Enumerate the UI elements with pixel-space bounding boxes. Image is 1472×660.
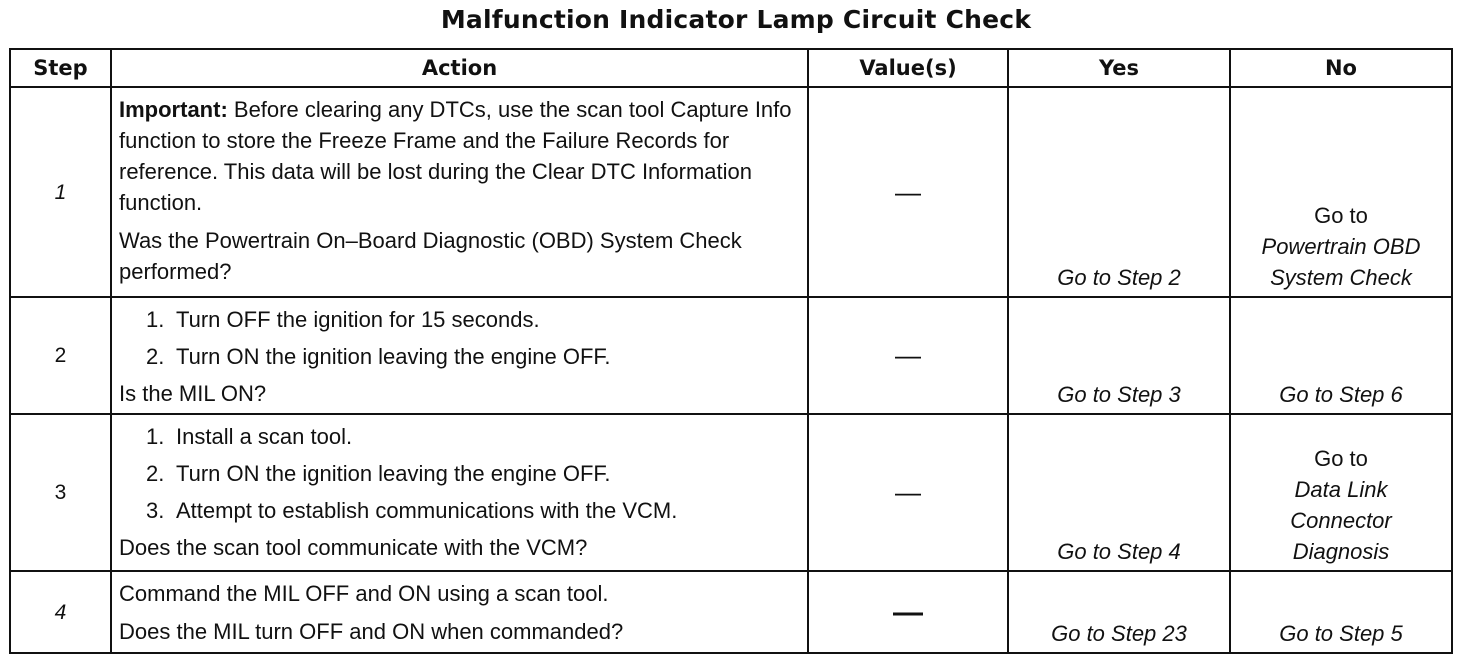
page-title: Malfunction Indicator Lamp Circuit Check	[440, 5, 1032, 34]
list-item	[119, 421, 799, 452]
list-text: Attempt to establish communications with the VCM.	[176, 498, 678, 523]
action-question: Was the Powertrain On–Board Diagnostic (OBD) System Check performed?	[119, 228, 742, 284]
step-number: 1	[10, 87, 111, 297]
list-item	[119, 304, 799, 335]
important-text: Before clearing any DTCs, use the scan tool Capture Info function to store the Freeze Frame and the Failure Records for reference. This data will be lost during the Clear DTC Information function.	[119, 97, 792, 215]
value-cell: —	[808, 297, 1008, 414]
important-label: Important:	[119, 97, 228, 122]
yes-cell: Go to Step 3	[1008, 297, 1230, 414]
header-yes: Yes	[1008, 49, 1230, 87]
no-link[interactable]: Data Link Connector Diagnosis	[1290, 477, 1392, 564]
header-step: Step	[10, 49, 111, 87]
no-link[interactable]: Powertrain OBD System Check	[1261, 234, 1421, 290]
step-list	[119, 421, 799, 526]
action-cell	[111, 571, 808, 653]
table-row	[10, 297, 1452, 414]
list-text: Install a scan tool.	[176, 424, 353, 449]
no-cell	[1230, 87, 1452, 297]
no-prefix: Go to	[1314, 446, 1368, 471]
action-cell	[111, 297, 808, 414]
header-values: Value(s)	[808, 49, 1008, 87]
value-cell: —	[808, 414, 1008, 571]
list-number: 1.	[146, 307, 165, 332]
header-action: Action	[111, 49, 808, 87]
action-cell	[111, 87, 808, 297]
list-item	[119, 341, 799, 372]
action-cell	[111, 414, 808, 571]
table-row	[10, 414, 1452, 571]
yes-cell: Go to Step 2	[1008, 87, 1230, 297]
list-item	[119, 495, 799, 526]
table-row	[10, 87, 1452, 297]
yes-cell: Go to Step 23	[1008, 571, 1230, 653]
no-cell	[1230, 414, 1452, 571]
list-number: 2.	[146, 461, 165, 486]
step-list	[119, 304, 799, 372]
action-instruction: Command the MIL OFF and ON using a scan tool.	[119, 581, 609, 606]
action-question: Is the MIL ON?	[119, 381, 267, 406]
value-cell: —	[808, 87, 1008, 297]
no-prefix: Go to	[1314, 203, 1368, 228]
diagnostic-table	[9, 48, 1453, 654]
list-number: 2.	[146, 344, 165, 369]
action-question: Does the scan tool communicate with the VCM?	[119, 535, 588, 560]
value-cell: —	[808, 571, 1008, 653]
list-text: Turn ON the ignition leaving the engine OFF.	[176, 344, 611, 369]
header-row	[10, 49, 1452, 87]
important-note	[119, 94, 799, 218]
list-number: 3.	[146, 498, 165, 523]
step-number: 3	[10, 414, 111, 571]
step-number: 2	[10, 297, 111, 414]
list-text: Turn OFF the ignition for 15 seconds.	[176, 307, 540, 332]
list-item	[119, 458, 799, 489]
action-question: Does the MIL turn OFF and ON when commanded?	[119, 619, 624, 644]
table-row	[10, 571, 1452, 653]
yes-cell: Go to Step 4	[1008, 414, 1230, 571]
step-number: 4	[10, 571, 111, 653]
header-no: No	[1230, 49, 1452, 87]
no-cell: Go to Step 6	[1230, 297, 1452, 414]
list-text: Turn ON the ignition leaving the engine OFF.	[176, 461, 611, 486]
list-number: 1.	[146, 424, 165, 449]
no-cell: Go to Step 5	[1230, 571, 1452, 653]
